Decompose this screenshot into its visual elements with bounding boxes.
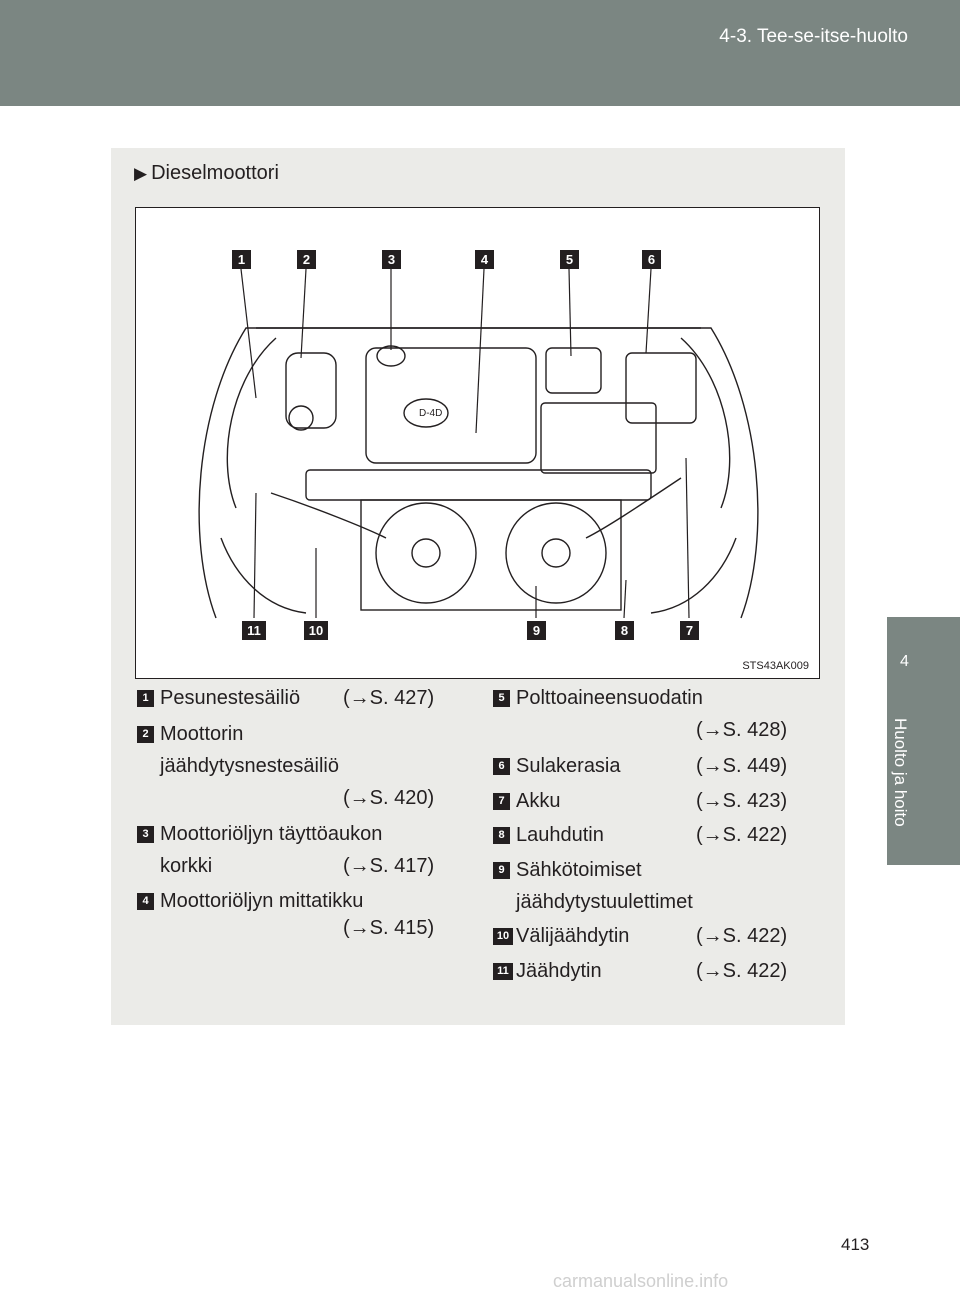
item-label-6: Sulakerasia <box>516 755 621 777</box>
callout-8: 8 <box>615 621 634 640</box>
item-badge-1: 1 <box>137 690 154 707</box>
section-title: 4-3. Tee-se-itse-huolto <box>719 26 908 47</box>
callout-2: 2 <box>297 250 316 269</box>
callout-5: 5 <box>560 250 579 269</box>
item-label-10: Välijäähdytin <box>516 925 630 947</box>
item-label-7: Akku <box>516 790 561 812</box>
item-label-11: Jäähdytin <box>516 960 602 982</box>
chapter-number: 4 <box>900 653 909 670</box>
item-badge-7: 7 <box>493 793 510 810</box>
item-badge-6: 6 <box>493 758 510 775</box>
coolant-tank <box>286 353 336 428</box>
item-ref-7: (→S. 423) <box>696 790 788 812</box>
callout-4: 4 <box>475 250 494 269</box>
chapter-label-box <box>890 718 930 848</box>
panel-heading <box>134 162 279 185</box>
item-label-2b: jäähdytysnestesäiliö <box>160 755 339 777</box>
bumper-left <box>221 538 306 613</box>
engine-badge: D-4D <box>419 408 443 419</box>
fan-hub-left <box>412 539 440 567</box>
item-badge-2: 2 <box>137 726 154 743</box>
callout-6: 6 <box>642 250 661 269</box>
watermark: carmanualsonline.info <box>553 1271 729 1291</box>
item-badge-3: 3 <box>137 826 154 843</box>
item-label-3a: Moottoriöljyn täyttöaukon <box>160 823 383 845</box>
item-ref-6: (→S. 449) <box>696 755 788 777</box>
item-badge-5: 5 <box>493 690 510 707</box>
engine-cover <box>366 348 536 463</box>
fuel-filter <box>546 348 601 393</box>
washer-cap <box>289 406 313 430</box>
callout-1: 1 <box>232 250 251 269</box>
item-ref-4: (→S. 415) <box>343 917 435 939</box>
battery <box>541 403 656 473</box>
fan-right <box>506 503 606 603</box>
panel-heading-text: Dieselmoottori <box>151 162 279 184</box>
item-ref-3: (→S. 417) <box>343 855 435 877</box>
item-label-8: Lauhdutin <box>516 824 604 846</box>
callout-9: 9 <box>527 621 546 640</box>
callout-7: 7 <box>680 621 699 640</box>
item-label-4: Moottoriöljyn mittatikku <box>160 890 364 912</box>
bumper-right <box>651 538 736 613</box>
radiator-top-frame <box>306 470 651 500</box>
item-ref-1: (→S. 427) <box>343 687 435 709</box>
item-label-2a: Moottorin <box>160 723 244 745</box>
callout-10: 10 <box>304 621 328 640</box>
item-label-3b: korkki <box>160 855 213 877</box>
item-badge-4: 4 <box>137 893 154 910</box>
callout-3: 3 <box>382 250 401 269</box>
radiator-core <box>361 500 621 610</box>
item-label-9a: Sähkötoimiset <box>516 859 642 881</box>
header-bar <box>0 0 960 106</box>
callout-11: 11 <box>242 621 266 640</box>
chapter-label: Huolto ja hoito <box>891 718 910 827</box>
item-badge-11: 11 <box>493 963 513 980</box>
item-ref-5: (→S. 428) <box>696 719 788 741</box>
triangle-icon: ▶ <box>134 164 148 183</box>
fan-hub-right <box>542 539 570 567</box>
item-label-9b: jäähdytystuulettimet <box>516 891 693 913</box>
item-label-1: Pesunestesäiliö <box>160 687 301 709</box>
fuse-box <box>626 353 696 423</box>
figure-code: STS43AK009 <box>742 660 809 672</box>
item-ref-10: (→S. 422) <box>696 925 788 947</box>
item-badge-8: 8 <box>493 827 510 844</box>
leader-lines <box>241 269 689 618</box>
item-badge-9: 9 <box>493 862 510 879</box>
item-badge-10: 10 <box>493 928 513 945</box>
engine-bay-illustration <box>135 207 820 679</box>
item-ref-8: (→S. 422) <box>696 824 788 846</box>
item-label-5: Polttoaineensuodatin <box>516 687 703 709</box>
item-ref-11: (→S. 422) <box>696 960 788 982</box>
engine-bay-drawing <box>136 208 820 679</box>
item-ref-2: (→S. 420) <box>343 787 435 809</box>
fan-left <box>376 503 476 603</box>
page-number: 413 <box>841 1235 870 1254</box>
